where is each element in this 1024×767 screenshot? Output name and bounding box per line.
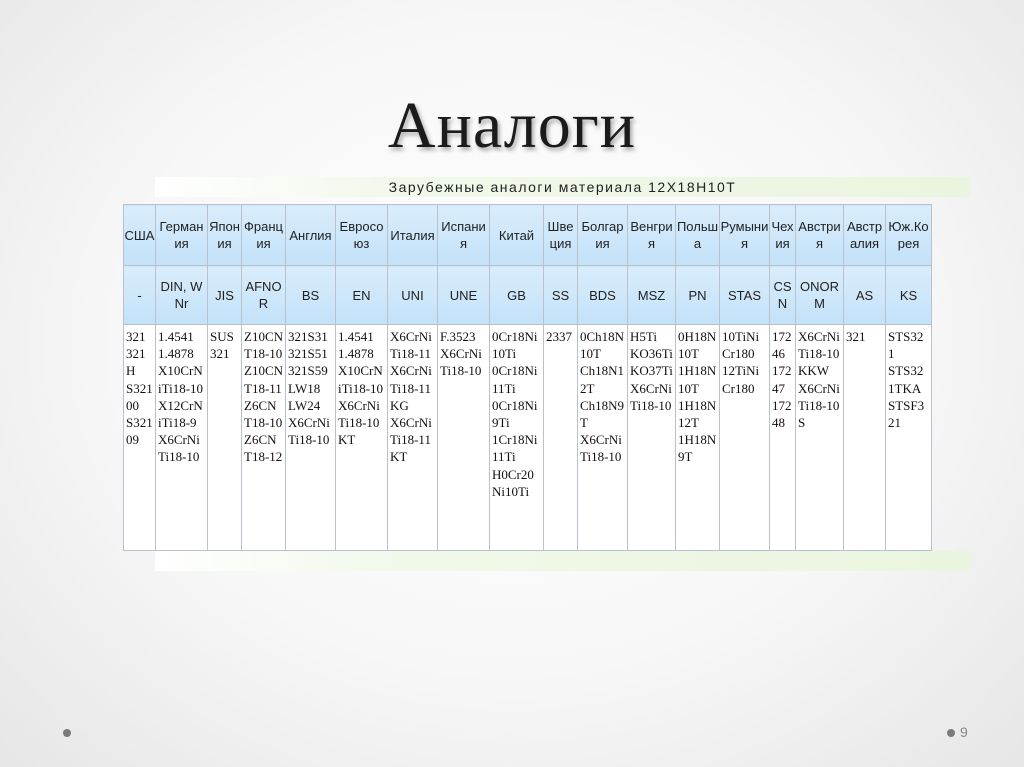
- grade-cell: X6CrNiTi18-10KKW X6CrNiTi18-10S: [796, 325, 844, 551]
- standard-cell: DIN, WNr: [156, 266, 208, 325]
- country-cell: Япония: [208, 205, 242, 266]
- bottom-band: [155, 551, 970, 571]
- standard-cell: -: [124, 266, 156, 325]
- country-cell: Венгрия: [628, 205, 676, 266]
- grade-cell: X6CrNiTi18-11 X6CrNiTi18-11KG X6CrNiTi18-11KT: [388, 325, 438, 551]
- grade-cell: 0Cr18Ni10Ti 0Cr18Ni11Ti 0Cr18Ni9Ti 1Cr18Ni11Ti H0Cr20Ni10Ti: [490, 325, 544, 551]
- grade-cell: 10TiNiCr180 12TiNiCr180: [720, 325, 770, 551]
- standard-cell: SS: [544, 266, 578, 325]
- country-cell: Италия: [388, 205, 438, 266]
- standard-cell: STAS: [720, 266, 770, 325]
- country-cell: Польша: [676, 205, 720, 266]
- standard-cell: KS: [886, 266, 932, 325]
- slide-title: Аналоги: [387, 89, 637, 162]
- country-cell: Франция: [242, 205, 286, 266]
- standard-cell: GB: [490, 266, 544, 325]
- country-cell: США: [124, 205, 156, 266]
- country-cell: Австралия: [844, 205, 886, 266]
- standard-cell: AS: [844, 266, 886, 325]
- grade-cell: 17246 17247 17248: [770, 325, 796, 551]
- standard-cell: AFNOR: [242, 266, 286, 325]
- standard-cell: ONORM: [796, 266, 844, 325]
- standard-row: [124, 266, 932, 325]
- standard-cell: JIS: [208, 266, 242, 325]
- grade-cell: 1.4541 1.4878 X10CrNiTi18-10 X12CrNiTi18-9 X6CrNiTi18-10: [156, 325, 208, 551]
- page-number: 9: [960, 724, 968, 740]
- standard-cell: UNE: [438, 266, 490, 325]
- country-cell: Евросоюз: [336, 205, 388, 266]
- grade-cell: F.3523 X6CrNiTi18-10: [438, 325, 490, 551]
- standard-cell: PN: [676, 266, 720, 325]
- table-caption: Зарубежные аналоги материала 12Х18Н10Т: [388, 179, 737, 195]
- country-cell: Болгария: [578, 205, 628, 266]
- grade-cell: Z10CNT18-10 Z10CNT18-11 Z6CNT18-10 Z6CNT18-12: [242, 325, 286, 551]
- grade-cell: 321S31 321S51 321S59 LW18 LW24 X6CrNiTi18-10: [286, 325, 336, 551]
- grade-cell: 1.4541 1.4878 X10CrNiTi18-10 X6CrNiTi18-10KT: [336, 325, 388, 551]
- grade-cell: 321: [844, 325, 886, 551]
- left-dot-ornament: [63, 729, 71, 737]
- country-cell: Румыния: [720, 205, 770, 266]
- standard-cell: EN: [336, 266, 388, 325]
- standard-cell: UNI: [388, 266, 438, 325]
- grade-cell: STS321 STS321TKA STSF321: [886, 325, 932, 551]
- grade-cell: 321 321H S32100 S32109: [124, 325, 156, 551]
- grade-row: [124, 325, 932, 551]
- country-cell: Чехия: [770, 205, 796, 266]
- grade-cell: 2337: [544, 325, 578, 551]
- country-cell: Юж.Корея: [886, 205, 932, 266]
- country-cell: Австрия: [796, 205, 844, 266]
- standard-cell: BS: [286, 266, 336, 325]
- country-header-row: [124, 205, 932, 266]
- country-cell: Англия: [286, 205, 336, 266]
- analogs-table: [123, 204, 932, 551]
- grade-cell: 0Ch18N10T Ch18N12T Ch18N9T X6CrNiTi18-10: [578, 325, 628, 551]
- grade-cell: H5Ti KO36Ti KO37Ti X6CrNiTi18-10: [628, 325, 676, 551]
- standard-cell: MSZ: [628, 266, 676, 325]
- grade-cell: 0H18N10T 1H18N10T 1H18N12T 1H18N9T: [676, 325, 720, 551]
- country-cell: Китай: [490, 205, 544, 266]
- country-cell: Швеция: [544, 205, 578, 266]
- country-cell: Германия: [156, 205, 208, 266]
- right-dot-ornament: [947, 729, 955, 737]
- standard-cell: BDS: [578, 266, 628, 325]
- country-cell: Испания: [438, 205, 490, 266]
- grade-cell: SUS321: [208, 325, 242, 551]
- standard-cell: CSN: [770, 266, 796, 325]
